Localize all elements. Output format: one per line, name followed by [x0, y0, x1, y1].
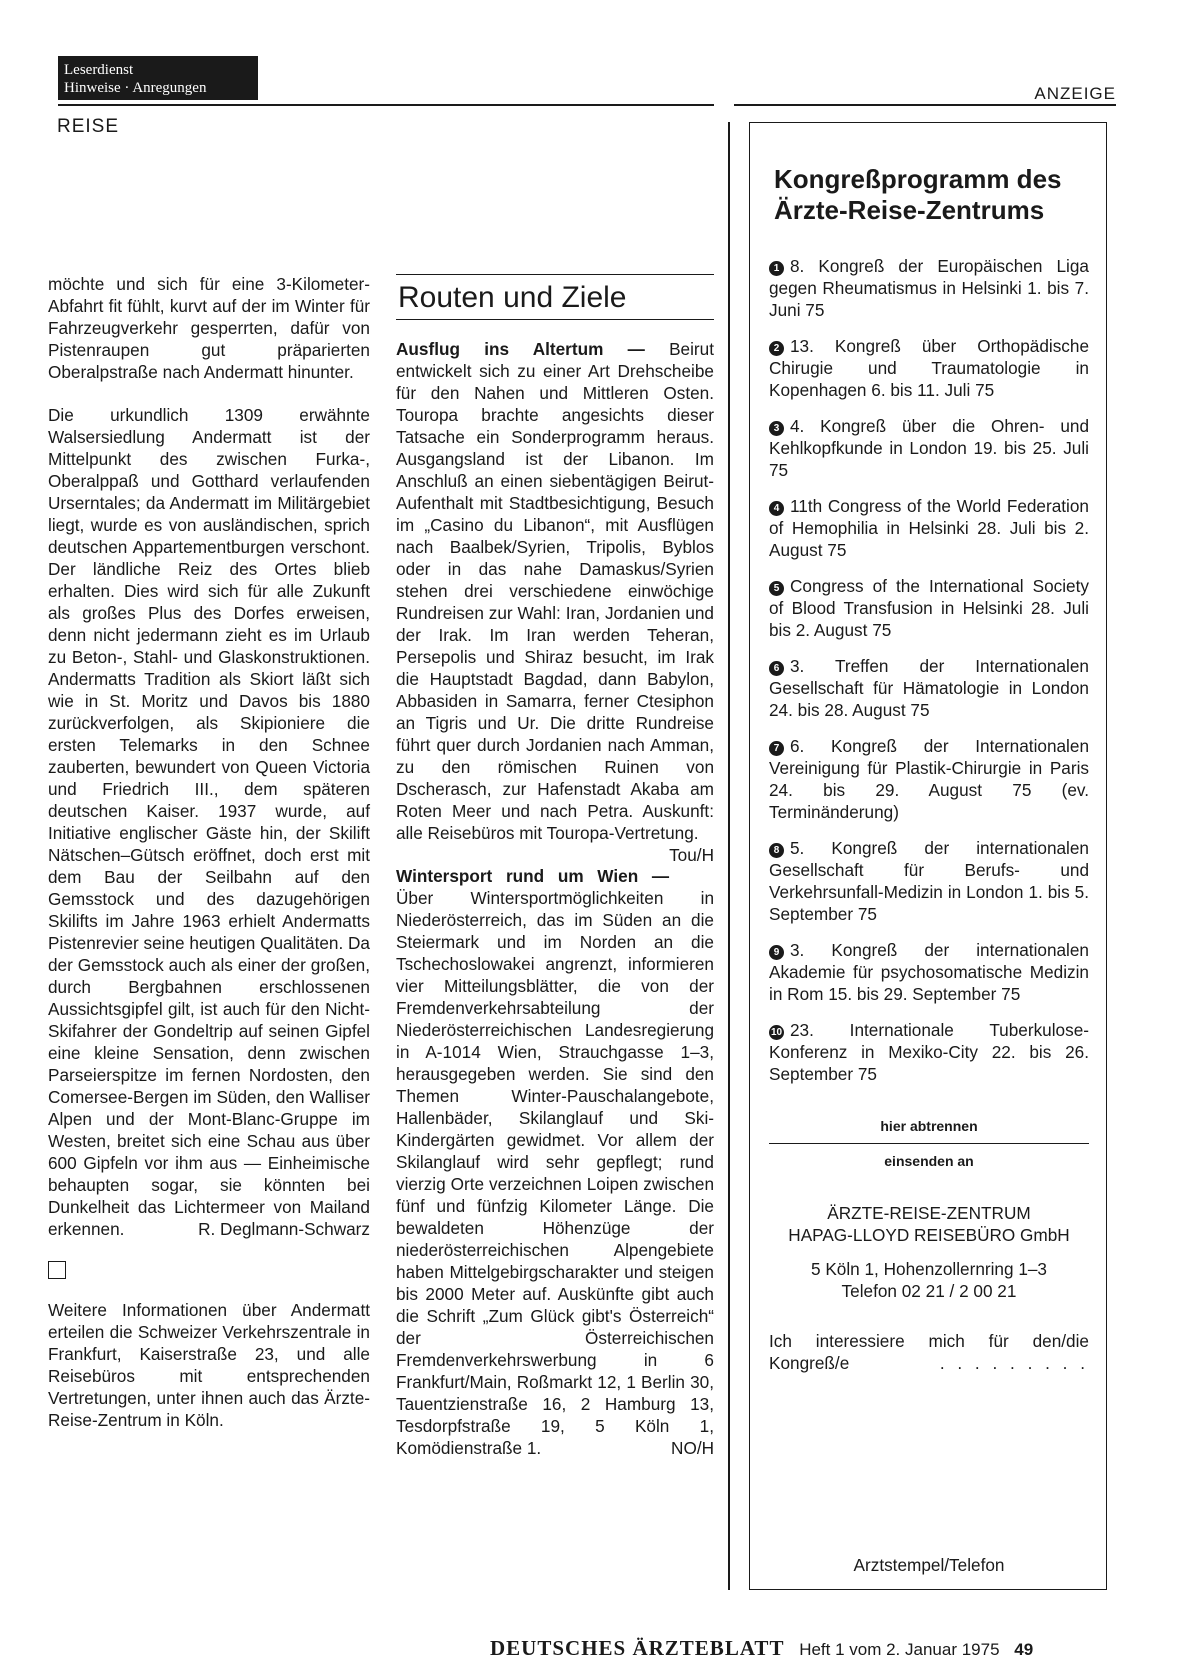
article-altertum — [396, 338, 714, 865]
congress-item — [769, 495, 1089, 561]
number-bullet-icon: 6 — [769, 661, 784, 676]
col1-paragraph-1: möchte und sich für eine 3-Kilometer-Abfahrt fit fühlt, kurvt auf der im Winter für Fahrzeugverkehr gesperrten, dafür von Pistenraupen gut präparierten Oberalpstraße nach Andermatt hinunter. — [48, 274, 370, 382]
congress-item-text: 3. Kongreß der internationalen Akademie für psychosomatische Medizin in Rom 15. bis 29. September 75 — [769, 940, 1089, 1004]
number-bullet-icon: 1 — [769, 261, 784, 276]
send-label: einsenden an — [884, 1153, 974, 1169]
routen-title: Routen und Ziele — [396, 274, 714, 320]
cut-label: hier abtrennen — [880, 1118, 978, 1134]
address-line-3: 5 Köln 1, Hohenzollernring 1–3 — [810, 1259, 1047, 1279]
congress-item-text: 5. Kongreß der internationalen Gesellschaft für Berufs- und Verkehrsunfall-Medizin in London 1. bis 5. September 75 — [769, 838, 1089, 924]
congress-item-text: 13. Kongreß über Orthopädische Chirugie und Traumatologie in Kopenhagen 6. bis 11. Juli 75 — [769, 336, 1089, 400]
congress-item — [769, 735, 1089, 823]
congress-item-text: 3. Treffen der Internationalen Gesellschaft für Hämatologie in London 24. bis 28. August 75 — [769, 656, 1089, 720]
congress-item-text: Congress of the International Society of Blood Transfusion in Helsinki 28. Juli bis 2. August 75 — [769, 576, 1089, 640]
col1-paragraph-2 — [48, 404, 370, 1240]
address-line-2: HAPAG-LLOYD REISEBÜRO GmbH — [788, 1225, 1070, 1245]
number-bullet-icon: 3 — [769, 421, 784, 436]
col1-paragraph-3: Weitere Informationen über Andermatt erteilen die Schweizer Verkehrszentrale in Frankfurt, Kaiserstraße 23, und alle Reisebüros mit entsprechenden Vertretungen, unter ihnen auch das Ärzte-Reise-Zentrum in Köln. — [48, 1300, 370, 1430]
header-rule-right — [734, 104, 1116, 106]
issue-info: Heft 1 vom 2. Januar 1975 — [799, 1640, 1000, 1659]
address-line-1: ÄRZTE-REISE-ZENTRUM — [827, 1203, 1031, 1223]
col1-author: R. Deglmann-Schwarz — [198, 1219, 370, 1239]
page-number: 49 — [1014, 1640, 1034, 1659]
address-line-4: Telefon 02 21 / 2 00 21 — [841, 1281, 1017, 1301]
congress-item — [769, 255, 1089, 321]
congress-item — [769, 1019, 1089, 1085]
leserdienst-badge — [58, 56, 258, 100]
article-wien-body: Über Wintersportmöglichkeiten in Niederösterreich, das im Süden an die Steiermark und im Norden an die Tschechoslowakei angrenzt, informieren vier Mitteilungsblätter, die von der Fremdenverkehrsabteilung der Niederösterreichischen Landesregierung in A-1014 Wien, Strauchgasse 1–3, herausgegeben werden. Sie sind den Themen Winter-Pauschalangebote, Hallenbäder, Skilanglauf und Ski-Kindergärten gewidmet. Vor allem der Skilanglauf wird sehr gepflegt; rund vierzig Orte verzeichnen Loipen zwischen fünf und fünfzig Kilometer Länge. Die bewaldeten Höhenzüge der niederösterreichischen Alpengebiete haben Mittelgebirgscharakter und steigen bis 2000 Meter auf. Auskünfte gibt auch die Schrift „Zum Glück gibt's Österreich“ der Österreichischen Fremdenverkehrswerbung in 6 Frankfurt/Main, Roßmarkt 12, 1 Berlin 30, Tauentzienstraße 16, 2 Hamburg 13, Tesdorpfstraße 19, 5 Köln 1, Komödienstraße 1. — [396, 888, 714, 1458]
congress-list — [769, 255, 1089, 1085]
article-wien-sig: NO/H — [671, 1438, 714, 1458]
badge-line-1: Leserdienst — [64, 62, 134, 78]
stamp-label: Arztstempel/Telefon — [853, 1555, 1005, 1575]
masthead: DEUTSCHES ÄRZTEBLATT — [490, 1636, 785, 1660]
section-label: REISE — [57, 116, 120, 137]
ad-title-line-1: Kongreßprogramm des — [774, 164, 1062, 194]
header-rule-left — [58, 104, 714, 106]
number-bullet-icon: 9 — [769, 945, 784, 960]
ad-content — [769, 255, 1089, 1576]
number-bullet-icon: 7 — [769, 741, 784, 756]
congress-item — [769, 335, 1089, 401]
congress-item — [769, 837, 1089, 925]
article-altertum-head: Ausflug ins Altertum — — [396, 339, 645, 359]
number-bullet-icon: 4 — [769, 501, 784, 516]
congress-item-text: 6. Kongreß der Internationalen Vereinigung für Plastik-Chirurgie in Paris 24. bis 29. August 75 (ev. Terminänderung) — [769, 736, 1089, 822]
ad-title-line-2: Ärzte-Reise-Zentrums — [774, 195, 1045, 225]
footer — [490, 1636, 1120, 1661]
congress-item — [769, 939, 1089, 1005]
congress-item-text: 8. Kongreß der Europäischen Liga gegen Rheumatismus in Helsinki 1. bis 7. Juni 75 — [769, 256, 1089, 320]
congress-item — [769, 415, 1089, 481]
congress-item-text: 11th Congress of the World Federation of Hemophilia in Helsinki 28. Juli bis 2. August 75 — [769, 496, 1089, 560]
article-altertum-sig: Tou/H — [669, 845, 714, 865]
column-1 — [48, 273, 370, 1452]
badge-line-2: Hinweise · Anregungen — [64, 80, 207, 96]
ad-title — [774, 164, 1094, 226]
square-marker — [48, 1261, 66, 1279]
interest-dots[interactable]: . . . . . . . . . — [939, 1353, 1089, 1373]
ad-label: ANZEIGE — [1034, 84, 1116, 103]
column-divider — [728, 122, 730, 1590]
congress-item — [769, 655, 1089, 721]
interest-text: Ich interessiere mich für den/die Kongreß/e — [769, 1331, 1089, 1373]
number-bullet-icon: 2 — [769, 341, 784, 356]
article-wien — [396, 865, 714, 1459]
number-bullet-icon: 5 — [769, 581, 784, 596]
congress-item-text: 4. Kongreß über die Ohren- und Kehlkopfkunde in London 19. bis 25. Juli 75 — [769, 416, 1089, 480]
number-bullet-icon: 8 — [769, 843, 784, 858]
congress-item — [769, 575, 1089, 641]
column-2 — [396, 338, 714, 1480]
cut-line — [769, 1143, 1089, 1144]
col1-paragraph-2-text: Die urkundlich 1309 erwähnte Walsersiedlung Andermatt ist der Mittelpunkt des zwischen Furka-, Oberalppaß und Gotthard verlaufenden Urserntales; da Andermatt im Militärgebiet liegt, wurde es von ausländischen, sprich deutschen Appartementburgen verschont. Der ländliche Reiz des Ortes blieb erhalten. Dies wird sich für alle Zukunft als großes Plus des Dorfes erweisen, denn nicht jedermann zieht es im Urlaub zu Beton-, Stahl- und Glaskonstruktionen. Andermatts Tradition als Skiort läßt sich wie in St. Moritz und Davos bis 1880 zurückverfolgen, als Skipioniere die ersten Telemarks in den Schnee zauberten, bewundert von Queen Victoria und Friedrich III., dem späteren deutschen Kaiser. 1937 wurde, auf Initiative englischer Gäste hin, der Skilift Nätschen–Gütsch eröffnet, doch erst mit dem Bau der Seilbahn auf den Gemsstock und des dazugehörigen Skilifts im Jahre 1963 erhielt Andermatts Pistenrevier seine heutigen Qualitäten. Da der Gemsstock auch als einer der großen, durch Bergbahnen erschlossenen Aussichtsgipfel gilt, ist auch für den Nicht-Skifahrer der Gondeltrip auf seinen Gipfel eine kleine Sensation, denn zwischen Parseierspitze im fernen Nordosten, den Comersee-Bergen im Süden, den Walliser Alpen und der Mont-Blanc-Gruppe im Westen, breitet sich eine Schau aus über 600 Gipfeln vor ihm aus — Einheimische behaupten sogar, sie könnten bei Dunkelheit das Lichtermeer von Mailand erkennen. — [48, 405, 370, 1239]
number-bullet-icon: 10 — [770, 1027, 783, 1038]
congress-item-text: 23. Internationale Tuberkulose-Konferenz in Mexiko-City 22. bis 26. September 75 — [769, 1020, 1089, 1084]
article-altertum-body: Beirut entwickelt sich zu einer Art Drehscheibe für den Nahen und Mittleren Osten. Touropa brachte angesichts dieser Tatsache ein Sonderprogramm heraus. Ausgangsland ist der Libanon. Im Anschluß an einen siebentägigen Beirut-Aufenthalt mit Stadtbesichtigung, Besuch im „Casino du Libanon“, mit Ausflügen nach Baalbek/Syrien, Tripolis, Byblos oder in das nahe Damaskus/Syrien stehen drei verschiedene einwöchige Rundreisen zur Wahl: Iran, Jordanien und der Irak. Im Iran werden Teheran, Persepolis und Shiraz besucht, im Irak die Hauptstadt Bagdad, dann Babylon, Abbasiden in Samarra, ferner Ctesiphon an Tigris und Ur. Die dritte Rundreise führt quer durch Jordanien nach Amman, zu den römischen Ruinen von Dscherasch, zur Hafenstadt Akaba am Roten Meer und nach Petra. Auskunft: alle Reisebüros mit Touropa-Vertretung. — [396, 339, 714, 843]
article-wien-head: Wintersport rund um Wien — — [396, 866, 670, 886]
